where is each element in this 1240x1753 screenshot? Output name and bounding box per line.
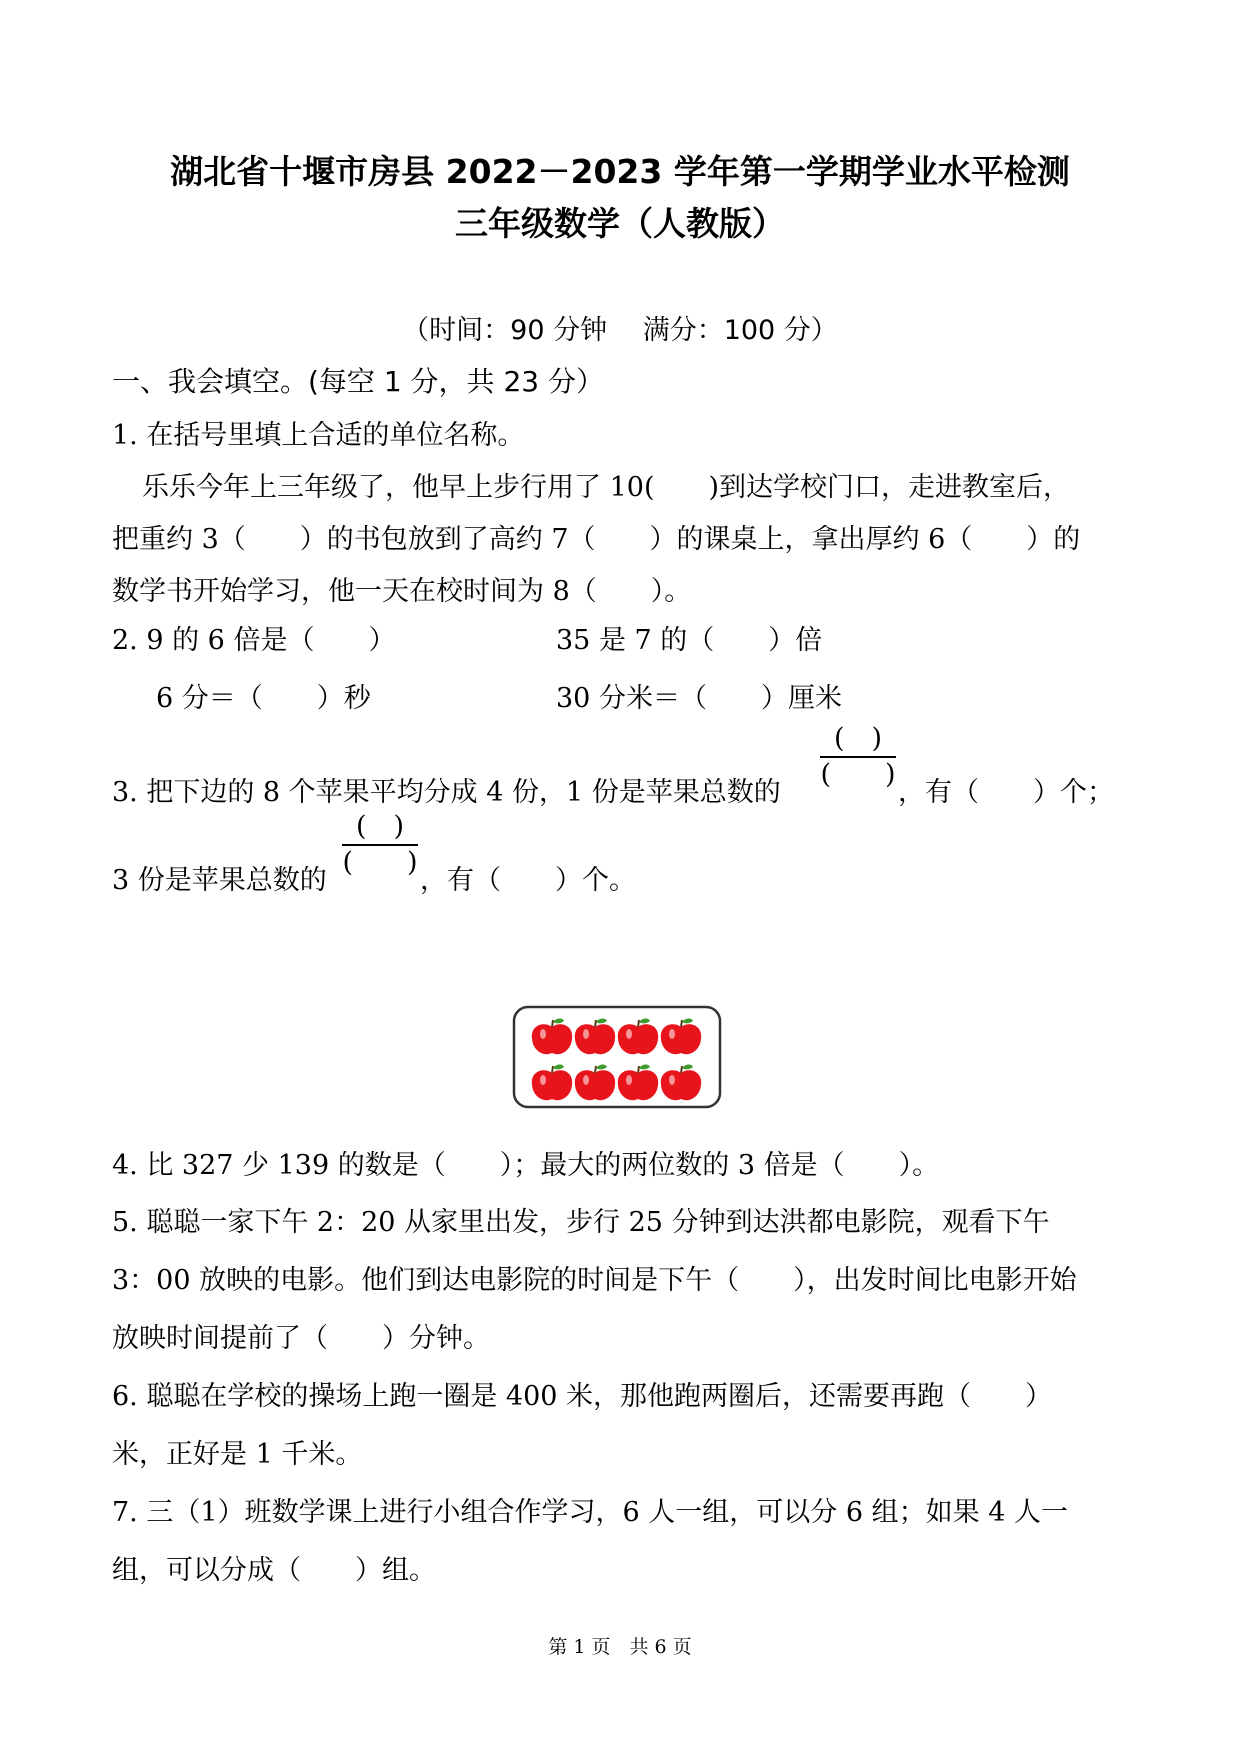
question-5-line-2: 3：00 放映的电影。他们到达电影院的时间是下午（ ），出发时间比电影开始 bbox=[112, 1265, 1077, 1296]
question-1-line-2: 把重约 3（ ）的书包放到了高约 7（ ）的课桌上，拿出厚约 6（ ）的 bbox=[112, 524, 1081, 555]
apple-box bbox=[512, 1005, 722, 1109]
fraction-numerator: ( ) bbox=[833, 723, 883, 754]
question-1-line-3: 数学书开始学习，他一天在校时间为 8（ ）。 bbox=[112, 576, 692, 607]
fraction-blank-1 bbox=[820, 722, 896, 792]
document-title: 湖北省十堰市房县 2022－2023 学年第一学期学业水平检测 bbox=[170, 152, 1070, 191]
question-3-line-2-start: 3 份是苹果总数的 bbox=[112, 865, 327, 896]
question-3-line-1-start: 3. 把下边的 8 个苹果平均分成 4 份，1 份是苹果总数的 bbox=[112, 777, 781, 808]
fraction-denominator: ( ) bbox=[820, 759, 896, 790]
question-1-line-1: 乐乐今年上三年级了，他早上步行用了 10( )到达学校门口，走进教室后， bbox=[142, 472, 1071, 503]
fraction-numerator: ( ) bbox=[355, 811, 405, 842]
document-subtitle: 三年级数学（人教版） bbox=[455, 204, 785, 243]
question-7-line-2: 组，可以分成（ ）组。 bbox=[112, 1555, 436, 1586]
question-2a: 2. 9 的 6 倍是（ ） bbox=[112, 625, 396, 656]
question-5-line-3: 放映时间提前了（ ）分钟。 bbox=[112, 1323, 490, 1354]
question-7-line-1: 7. 三（1）班数学课上进行小组合作学习，6 人一组，可以分 6 组；如果 4 人一 bbox=[112, 1497, 1068, 1528]
question-6-line-2: 米，正好是 1 千米。 bbox=[112, 1439, 363, 1470]
question-3-line-1-end: ，有（ ）个； bbox=[898, 777, 1114, 808]
fraction-blank-2 bbox=[342, 810, 418, 880]
section-heading: 一、我会填空。(每空 1 分，共 23 分） bbox=[112, 365, 604, 398]
question-2c: 6 分＝（ ）秒 bbox=[156, 683, 371, 714]
question-5-line-1: 5. 聪聪一家下午 2：20 从家里出发，步行 25 分钟到达洪都电影院，观看下午 bbox=[112, 1207, 1050, 1238]
question-2b: 35 是 7 的（ ）倍 bbox=[556, 625, 823, 656]
page-number: 第 1 页 共 6 页 bbox=[548, 1636, 692, 1658]
fraction-denominator: ( ) bbox=[342, 847, 418, 878]
question-4: 4. 比 327 少 139 的数是（ ）；最大的两位数的 3 倍是（ ）。 bbox=[112, 1150, 940, 1181]
question-1-prompt: 1. 在括号里填上合适的单位名称。 bbox=[112, 420, 525, 451]
question-2d: 30 分米＝（ ）厘米 bbox=[556, 683, 842, 714]
question-3-line-2-end: ，有（ ）个。 bbox=[420, 865, 636, 896]
question-6-line-1: 6. 聪聪在学校的操场上跑一圈是 400 米，那他跑两圈后，还需要再跑（ ） bbox=[112, 1381, 1053, 1412]
exam-meta: （时间：90 分钟 满分：100 分） bbox=[402, 315, 838, 346]
